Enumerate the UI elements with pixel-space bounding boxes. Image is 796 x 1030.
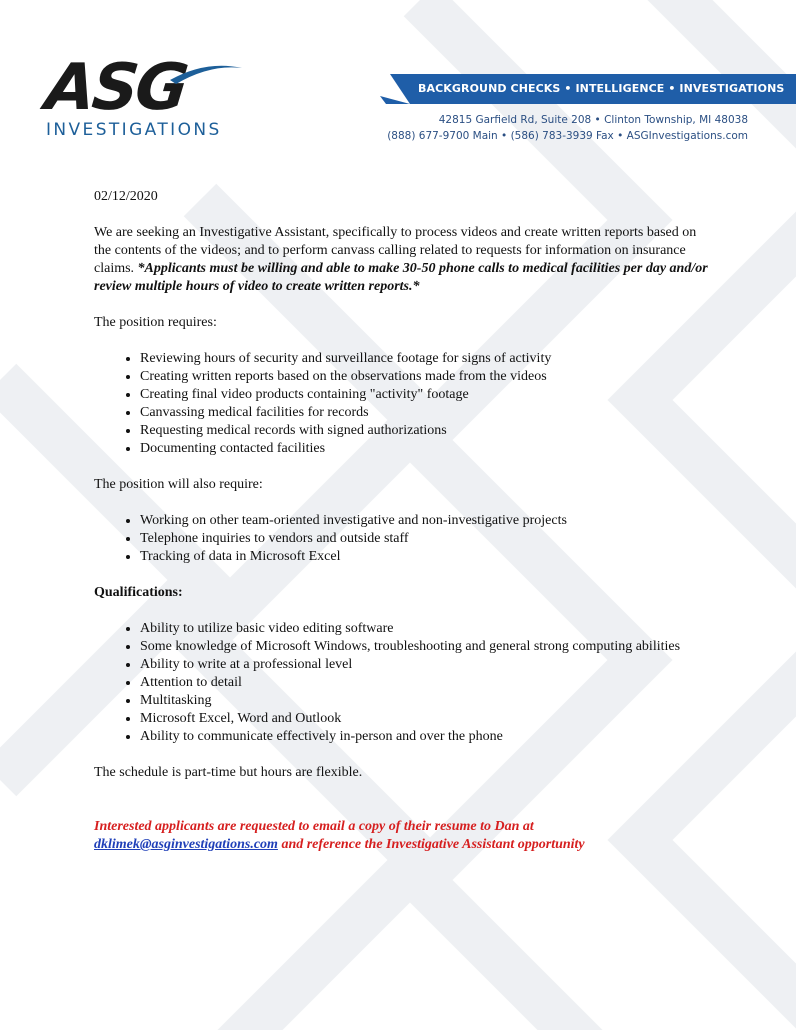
contact-paragraph xyxy=(94,818,714,854)
schedule-text: The schedule is part-time but hours are flexible. xyxy=(94,765,363,780)
also-list xyxy=(94,512,714,566)
qualifications-list xyxy=(94,620,714,746)
list-item: • Ability to write at a professional level xyxy=(140,656,714,674)
list-item: • Creating written reports based on the observations made from the videos xyxy=(140,368,714,386)
banner-text: BACKGROUND CHECKS • INTELLIGENCE • INVESTIGATIONS xyxy=(418,82,785,95)
contact-email-link[interactable]: dklimek@asginvestigations.com xyxy=(94,837,278,852)
list-item: • Telephone inquiries to vendors and outside staff xyxy=(140,530,714,548)
list-item: • Tracking of data in Microsoft Excel xyxy=(140,548,714,566)
list-item: • Microsoft Excel, Word and Outlook xyxy=(140,710,714,728)
logo-swoosh-icon xyxy=(166,58,246,88)
list-item: • Attention to detail xyxy=(140,674,714,692)
logo-subtitle: INVESTIGATIONS xyxy=(46,120,222,140)
qualifications-heading: Qualifications: xyxy=(94,585,183,600)
list-item: • Working on other team-oriented investigative and non-investigative projects xyxy=(140,512,714,530)
intro-text: We are seeking an Investigative Assistant, specifically to process videos and create written reports based on the contents of the videos; and to perform canvass calling related to requests for information on insurance claims. xyxy=(94,225,697,276)
also-heading: The position will also require: xyxy=(94,477,263,492)
logo-wordmark: ASG xyxy=(42,51,190,125)
letter-date: 02/12/2020 xyxy=(94,189,158,204)
list-item: • Canvassing medical facilities for records xyxy=(140,404,714,422)
requires-list xyxy=(94,350,714,458)
list-item: • Some knowledge of Microsoft Windows, troubleshooting and general strong computing abilities xyxy=(140,638,714,656)
phone-line: (888) 677-9700 Main • (586) 783-3939 Fax • ASGInvestigations.com xyxy=(387,130,748,142)
list-item: • Creating final video products containing "activity" footage xyxy=(140,386,714,404)
list-item: • Reviewing hours of security and surveillance footage for signs of activity xyxy=(140,350,714,368)
contact-prefix: Interested applicants are requested to email a copy of their resume to Dan at xyxy=(94,819,534,834)
address-line: 42815 Garfield Rd, Suite 208 • Clinton Township, MI 48038 xyxy=(438,114,748,126)
list-item: • Documenting contacted facilities xyxy=(140,440,714,458)
services-banner xyxy=(380,74,796,106)
contact-suffix: and reference the Investigative Assistant opportunity xyxy=(277,837,585,852)
list-item: • Requesting medical records with signed authorizations xyxy=(140,422,714,440)
letter-body xyxy=(94,188,714,854)
intro-paragraph xyxy=(94,224,714,296)
list-item: • Ability to utilize basic video editing software xyxy=(140,620,714,638)
company-address xyxy=(387,112,748,144)
intro-emphasis: *Applicants must be willing and able to make 30-50 phone calls to medical facilities per day and/or review multiple hours of video to create written reports.* xyxy=(94,261,708,294)
company-logo xyxy=(42,51,246,142)
list-item: • Ability to communicate effectively in-person and over the phone xyxy=(140,728,714,746)
list-item: • Multitasking xyxy=(140,692,714,710)
requires-heading: The position requires: xyxy=(94,315,217,330)
